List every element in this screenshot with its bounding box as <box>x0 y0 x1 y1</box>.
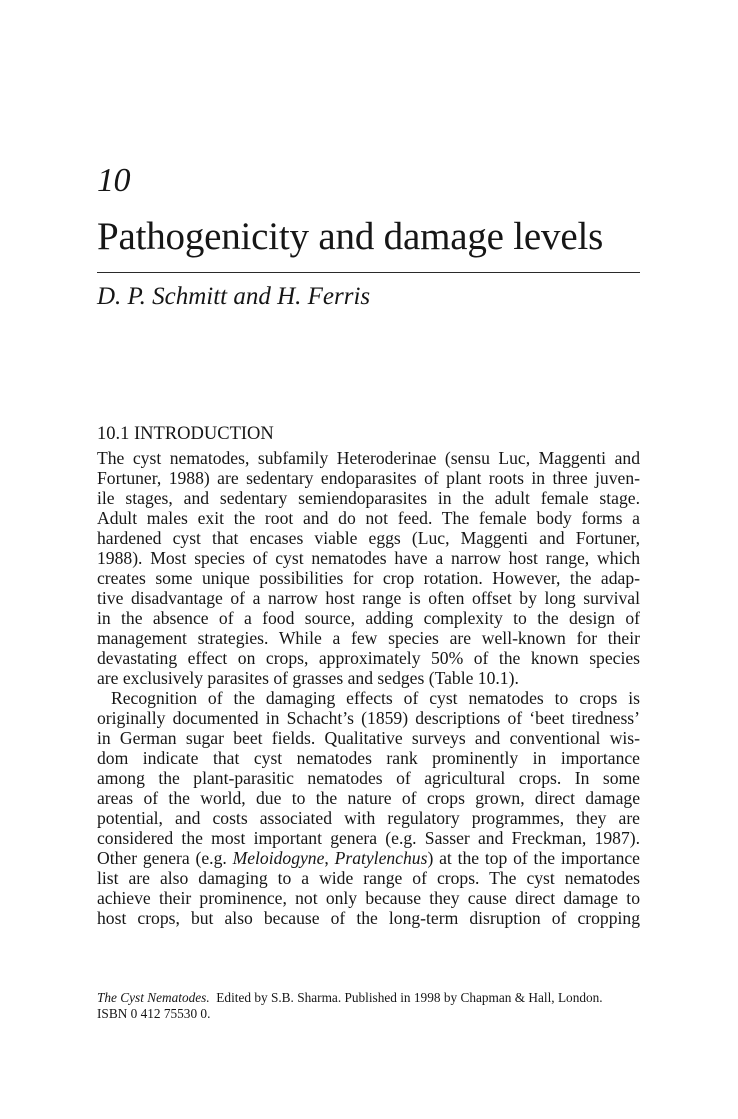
body-line: in the absence of a food source, adding complexity to the design of <box>97 608 640 628</box>
body-line: dom indicate that cyst nematodes rank prominently in importance <box>97 748 640 768</box>
body-text <box>97 448 640 928</box>
publication-info: Edited by S.B. Sharma. Published in 1998 by Chapman & Hall, London. <box>209 990 603 1005</box>
body-line: tive disadvantage of a narrow host range is often offset by long survival <box>97 588 640 608</box>
body-line: list are also damaging to a wide range of crops. The cyst nematodes <box>97 868 640 888</box>
isbn: ISBN 0 412 75530 0. <box>97 1006 211 1021</box>
text-separator: , <box>324 848 335 868</box>
body-line-with-genera <box>97 848 640 868</box>
body-line: hardened cyst that encases viable eggs (Luc, Maggenti and Fortuner, <box>97 528 640 548</box>
book-title: The Cyst Nematodes. <box>97 990 210 1005</box>
body-line: The cyst nematodes, subfamily Heteroderinae (sensu Luc, Maggenti and <box>97 448 640 468</box>
chapter-authors: D. P. Schmitt and H. Ferris <box>97 283 371 310</box>
body-line: considered the most important genera (e.g. Sasser and Freckman, 1987). <box>97 828 640 848</box>
body-line: devastating effect on crops, approximately 50% of the known species <box>97 648 640 668</box>
body-line: among the plant-parasitic nematodes of agricultural crops. In some <box>97 768 640 788</box>
text-before: Other genera (e.g. <box>97 848 233 868</box>
chapter-title: Pathogenicity and damage levels <box>97 215 604 258</box>
section-heading: 10.1 INTRODUCTION <box>97 424 274 444</box>
body-line: 1988). Most species of cyst nematodes have a narrow host range, which <box>97 548 640 568</box>
chapter-number: 10 <box>97 162 130 199</box>
body-line: Recognition of the damaging effects of cyst nematodes to crops is <box>111 688 640 708</box>
body-line: host crops, but also because of the long-term disruption of cropping <box>97 908 640 928</box>
body-line: potential, and costs associated with regulatory programmes, they are <box>97 808 640 828</box>
body-line: Adult males exit the root and do not feed. The female body forms a <box>97 508 640 528</box>
publication-line <box>97 990 640 1006</box>
body-line: are exclusively parasites of grasses and sedges (Table 10.1). <box>97 668 519 688</box>
body-line: originally documented in Schacht’s (1859) descriptions of ‘beet tiredness’ <box>97 708 640 728</box>
body-line: achieve their prominence, not only because they cause direct damage to <box>97 888 640 908</box>
publication-footer <box>97 990 640 1022</box>
body-line: in German sugar beet fields. Qualitative surveys and conventional wis- <box>97 728 640 748</box>
genus-pratylenchus: Pratylenchus <box>334 848 428 868</box>
genus-meloidogyne: Meloidogyne <box>232 848 325 868</box>
body-line: Fortuner, 1988) are sedentary endoparasites of plant roots in three juven- <box>97 468 640 488</box>
body-line: ile stages, and sedentary semiendoparasites in the adult female stage. <box>97 488 640 508</box>
title-divider <box>97 272 640 273</box>
body-line: areas of the world, due to the nature of crops grown, direct damage <box>97 788 640 808</box>
body-line: management strategies. While a few species are well-known for their <box>97 628 640 648</box>
body-line: creates some unique possibilities for crop rotation. However, the adap- <box>97 568 640 588</box>
text-after: ) at the top of the importance <box>427 848 640 868</box>
